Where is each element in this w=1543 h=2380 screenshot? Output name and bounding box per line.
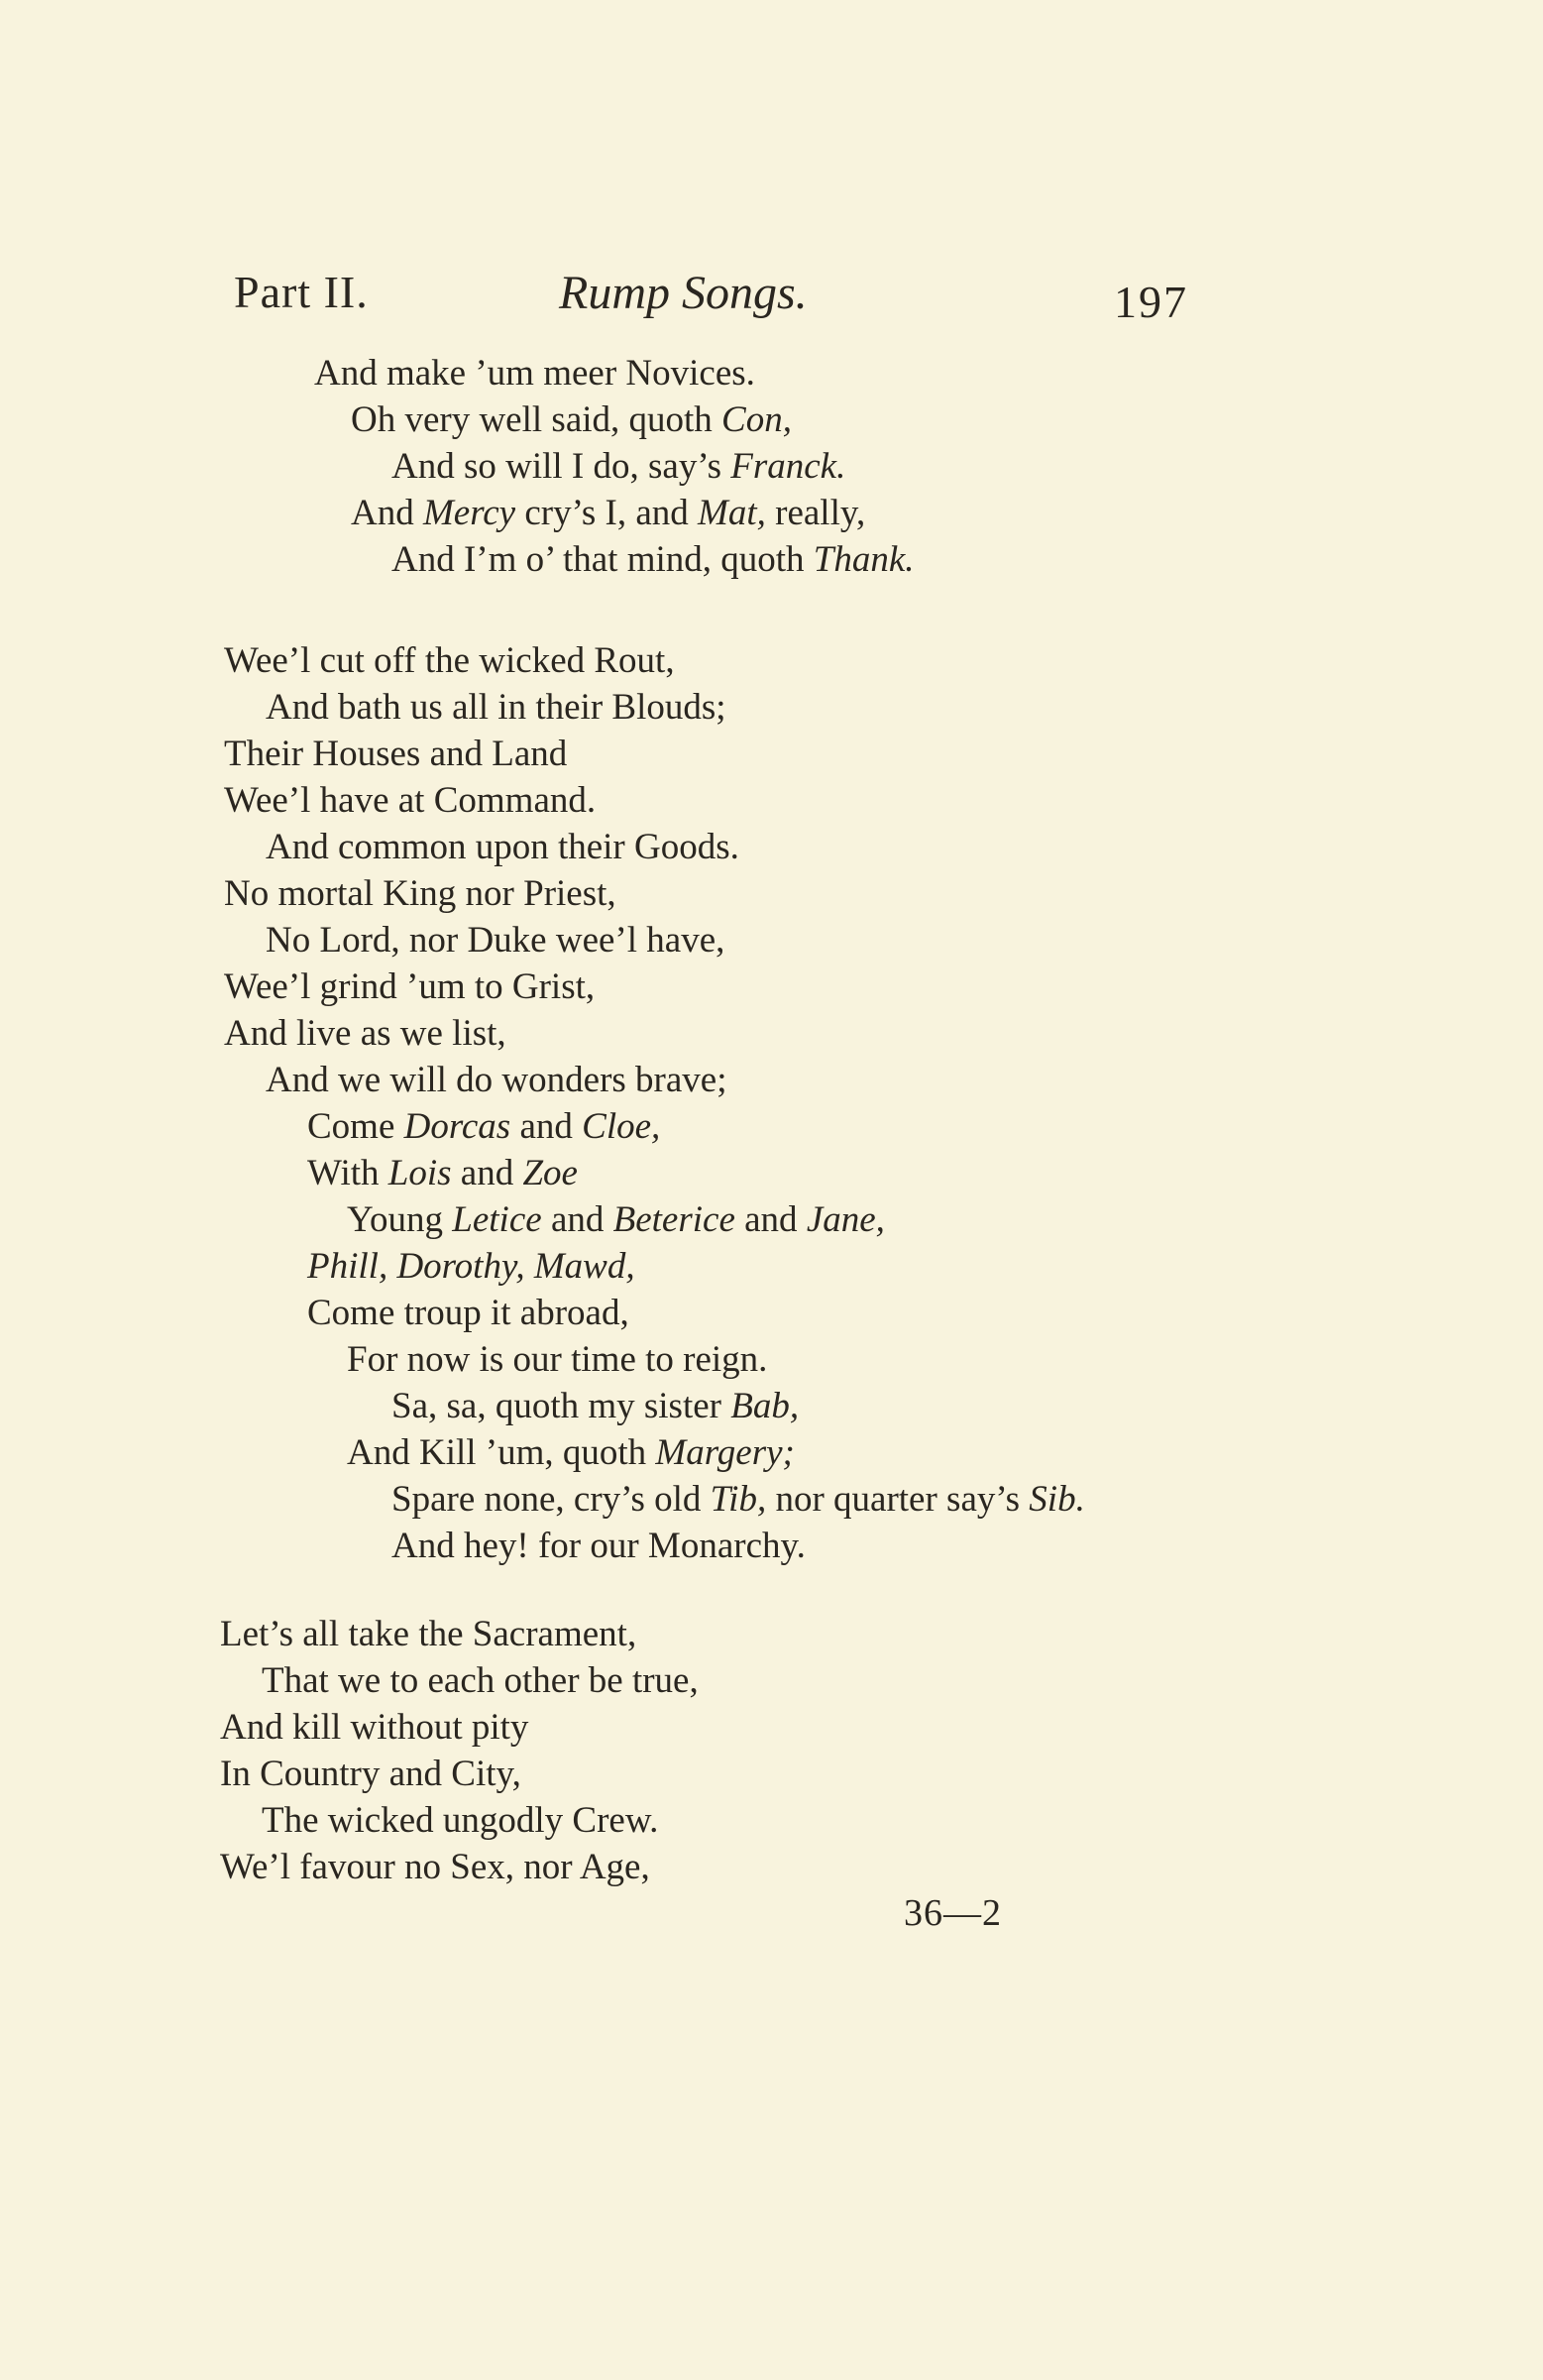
verse-line (347, 1341, 767, 1378)
verse-line (224, 968, 595, 1005)
verse-line (224, 875, 616, 912)
line-text: And we will do wonders brave; (266, 1060, 727, 1100)
italic-name: Phill, Dorothy, Mawd, (307, 1246, 635, 1287)
line-text: And common upon their Goods. (266, 827, 739, 867)
italic-name: Beterice (612, 1199, 735, 1240)
verse-line (266, 829, 739, 865)
verse-line (262, 1662, 699, 1699)
running-header (0, 256, 1543, 335)
verse-line (391, 1481, 1085, 1518)
verse-line (347, 1434, 795, 1471)
line-text: With (307, 1153, 388, 1193)
verse-line (391, 448, 845, 485)
line-text: The wicked ungodly Crew. (262, 1800, 659, 1841)
line-text: And bath us all in their Blouds; (266, 687, 726, 728)
part-label: Part II. (234, 267, 369, 317)
verse-line (266, 689, 726, 726)
verse-line (220, 1849, 650, 1885)
italic-name: Lois (387, 1153, 452, 1193)
italic-name: Franck. (730, 446, 846, 487)
line-text: And live as we list, (224, 1013, 506, 1054)
italic-name: Zoe (522, 1153, 578, 1193)
line-text: Come (307, 1106, 404, 1147)
verse-line (347, 1201, 885, 1238)
verse-line (224, 782, 596, 819)
verse-line (307, 1155, 578, 1191)
italic-name: Dorcas (403, 1106, 511, 1147)
italic-name: Jane, (806, 1199, 885, 1240)
line-text: In Country and City, (220, 1754, 521, 1794)
line-text: And so will I do, say’s (391, 446, 731, 487)
italic-name: Cloe, (582, 1106, 661, 1147)
line-text: Wee’l have at Command. (224, 780, 597, 821)
line-text: We’l favour no Sex, nor Age, (220, 1847, 650, 1887)
italic-name: Margery; (655, 1432, 795, 1473)
line-text: Spare none, cry’s old (391, 1479, 711, 1520)
line-text: For now is our time to reign. (347, 1339, 768, 1380)
verse-line (351, 401, 792, 438)
italic-name: Sib. (1029, 1479, 1085, 1520)
verse-line (220, 1756, 521, 1792)
line-text: and (734, 1199, 807, 1240)
line-text: and (451, 1153, 523, 1193)
line-text: really, (765, 493, 866, 533)
verse-line (307, 1248, 635, 1285)
line-text: Come troup it abroad, (307, 1293, 629, 1333)
line-text: Wee’l grind ’um to Grist, (224, 966, 596, 1007)
signature-mark: 36—2 (904, 1892, 1002, 1934)
italic-name: Letice (452, 1199, 542, 1240)
line-text: Wee’l cut off the wicked Rout, (224, 640, 675, 681)
page-number: 197 (1114, 277, 1188, 327)
line-text: And kill without pity (220, 1707, 529, 1748)
running-title: Rump Songs. (559, 267, 808, 319)
line-text: No Lord, nor Duke wee’l have, (266, 920, 725, 961)
line-text: Oh very well said, quoth (351, 399, 722, 440)
line-text: And make ’um meer Novices. (314, 353, 755, 394)
italic-name: Mat, (698, 493, 766, 533)
line-text: nor quarter say’s (766, 1479, 1030, 1520)
line-text: Let’s all take the Sacrament, (220, 1614, 637, 1654)
line-text: No mortal King nor Priest, (224, 873, 616, 914)
verse-line (351, 495, 865, 531)
line-text: and (510, 1106, 583, 1147)
verse-line (307, 1295, 629, 1331)
verse-line (266, 1062, 726, 1098)
line-text: And hey! for our Monarchy. (391, 1526, 806, 1566)
verse-line (391, 541, 915, 578)
line-text: and (541, 1199, 613, 1240)
line-text: And I’m o’ that mind, quoth (391, 539, 814, 580)
italic-name: Con, (721, 399, 792, 440)
italic-name: Mercy (422, 493, 516, 533)
line-text: Their Houses and Land (224, 734, 568, 774)
line-text: cry’s I, and (515, 493, 699, 533)
italic-name: Thank. (813, 539, 915, 580)
verse-line (314, 355, 755, 392)
line-text: And (351, 493, 423, 533)
italic-name: Tib, (710, 1479, 767, 1520)
verse-line (307, 1108, 660, 1145)
verse-line (266, 922, 724, 959)
italic-name: Bab, (730, 1386, 800, 1426)
verse-line (224, 736, 567, 772)
line-text: Sa, sa, quoth my sister (391, 1386, 731, 1426)
verse-line (224, 642, 675, 679)
line-text: Young (347, 1199, 453, 1240)
verse-line (220, 1616, 636, 1652)
verse-line (224, 1015, 506, 1052)
line-text: That we to each other be true, (262, 1660, 699, 1701)
line-text: And Kill ’um, quoth (347, 1432, 656, 1473)
verse-line (220, 1709, 528, 1746)
verse-line (391, 1388, 799, 1424)
verse-line (262, 1802, 658, 1839)
verse-line (391, 1528, 806, 1564)
